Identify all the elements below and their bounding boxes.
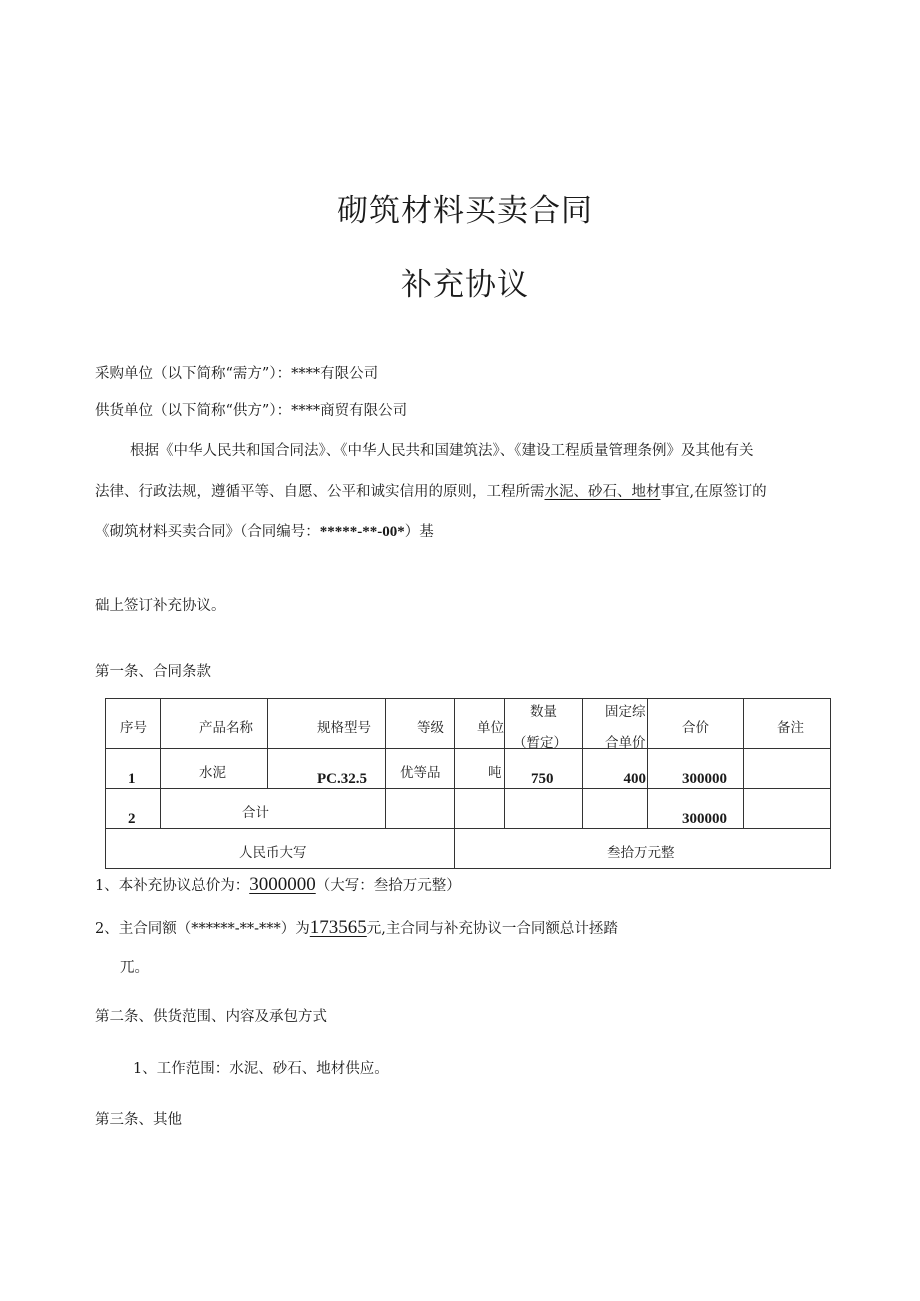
- row1-unit: 吨: [455, 749, 505, 789]
- article-1-heading: 第一条、合同条款: [95, 664, 211, 680]
- document-subtitle: 补充协议: [401, 267, 529, 303]
- clause-1-suffix: （大写：叁拾万元整）: [315, 878, 461, 894]
- row2-seq: 2: [106, 789, 161, 829]
- contract-table: [105, 698, 831, 869]
- intro-line-4: 础上签订补充协议。: [95, 598, 226, 614]
- clause-1: [95, 874, 461, 896]
- clause-2-suffix: 元,主合同与补充协议一合同额总计拯踏: [366, 921, 618, 937]
- header-qty: 数量 （暂定）: [505, 699, 583, 749]
- header-remark: 备注: [744, 699, 831, 749]
- row1-remark: [744, 749, 831, 789]
- table-header-row: [106, 699, 831, 749]
- row1-total: 300000: [648, 749, 744, 789]
- header-unit: 单位: [455, 699, 505, 749]
- header-total: 合价: [648, 699, 744, 749]
- row2-price: [583, 789, 648, 829]
- intro-line-2: [95, 480, 767, 501]
- row1-name: 水泥: [161, 749, 268, 789]
- intro-line-3-end: ）基: [404, 524, 434, 540]
- table-row: [106, 789, 831, 829]
- row2-qty: [505, 789, 583, 829]
- supplier-line: 供货单位（以下简称“供方”）：****商贸有限公司: [95, 403, 408, 419]
- clause-2: [95, 917, 618, 939]
- clause-1-amount: 3000000: [249, 874, 316, 895]
- header-spec: 规格型号: [268, 699, 386, 749]
- header-price: 固定综 合单价: [583, 699, 648, 749]
- header-name: 产品名称: [161, 699, 268, 749]
- row1-qty: 750: [505, 749, 583, 789]
- table-row: [106, 829, 831, 869]
- rmb-label-cell: 人民币大写: [106, 829, 455, 869]
- row2-remark: [744, 789, 831, 829]
- table-row: [106, 749, 831, 789]
- article-2-heading: 第二条、供货范围、内容及承包方式: [95, 1009, 327, 1025]
- article-3-heading: 第三条、其他: [95, 1112, 182, 1128]
- intro-line-1: 根据《中华人民共和国合同法》、《中华人民共和国建筑法》、《建设工程质量管理条例》及其他有关: [130, 443, 754, 459]
- row2-grade: [386, 789, 455, 829]
- header-seq: 序号: [106, 699, 161, 749]
- document-title: 砌筑材料买卖合同: [337, 193, 593, 229]
- row1-price: 400: [583, 749, 648, 789]
- intro-line-2-a: 法律、行政法规，遵循平等、自愿、公平和诚实信用的原则，工程所需: [95, 484, 545, 500]
- buyer-line: 采购单位（以下简称“需方”）：****有限公司: [95, 366, 379, 382]
- intro-line-2-b: 事宜,在原签订的: [660, 484, 767, 500]
- clause-2-amount: 173565: [309, 917, 367, 938]
- intro-line-3: [95, 520, 434, 541]
- row1-seq: 1: [106, 749, 161, 789]
- rmb-value-cell: 叁拾万元整: [455, 829, 831, 869]
- row1-spec: PC.32.5: [268, 749, 386, 789]
- header-grade: 等级: [386, 699, 455, 749]
- row2-unit: [455, 789, 505, 829]
- row2-label: 合计: [161, 789, 386, 829]
- work-scope: 1、工作范围：水泥、砂石、地材供应。: [133, 1061, 389, 1077]
- intro-line-3-a: 《砌筑材料买卖合同》（合同编号：: [95, 524, 320, 540]
- clause-2-prefix: 2、主合同额（******-**-***）为: [95, 921, 310, 937]
- contract-number: *****-**-00*: [319, 524, 405, 540]
- clause-1-prefix: 1、本补充协议总价为：: [95, 878, 250, 894]
- row2-total: 300000: [648, 789, 744, 829]
- intro-materials: 水泥、砂石、地材: [544, 484, 661, 500]
- clause-2-line-2: 兀。: [120, 960, 149, 976]
- row1-grade: 优等品: [386, 749, 455, 789]
